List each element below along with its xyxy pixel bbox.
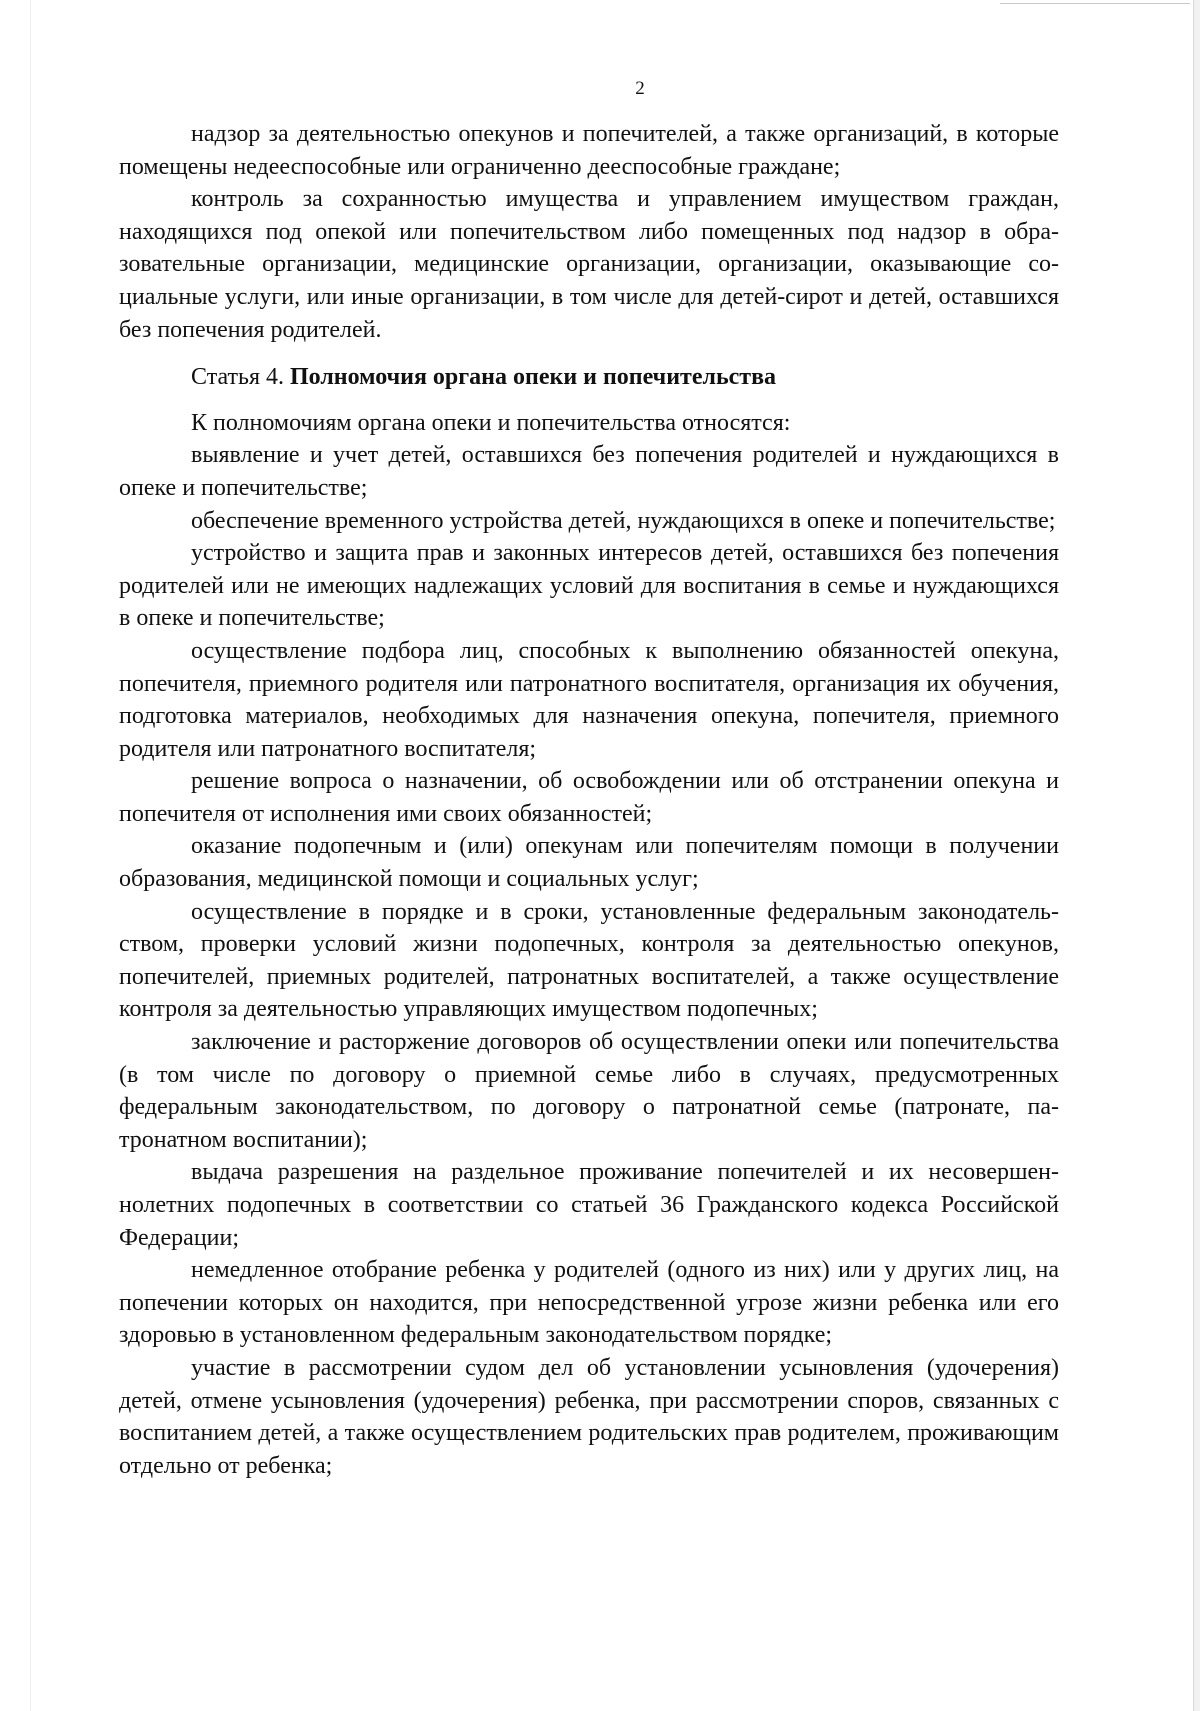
paragraph-guardian-supervision: надзор за деятельностью опекунов и попечителей, а также организаций, в которые помещены недееспособные или ограниченно дееспособные граждане;: [119, 121, 1059, 180]
document-body: [119, 118, 1059, 1482]
article-heading: [119, 361, 1059, 394]
list-item: обеспечение временного устройства детей, нуждающихся в опеке и попечительстве;: [191, 507, 1056, 534]
page-number: 2: [635, 78, 645, 99]
list-item: оказание подопечным и (или) опекунам или попечителям помощи в получении образования, медицинской помощи и социальных услуг;: [119, 833, 1059, 893]
list-item: выдача разрешения на раздельное проживание попечителей и их несовершеннолетних подопечных в соответствии со статьей 36 Гражданского кодекса Российской Федерации;: [119, 1159, 1059, 1251]
list-item: участие в рассмотрении судом дел об установлении усыновления (удочерения) детей, отмене усыновления (удочерения) ребенка, при рассмотрении споров, связанных с воспитанием детей, а также осуществлением родительских прав родителем, проживающим отдельно от ребенка;: [119, 1354, 1059, 1479]
list-item: заключение и расторжение договоров об осуществлении опеки или попечительства (в том числе по договору о приемной семье либо в случаях, предусмотренных федеральным законодательством, по договору о патронатной семье (патронате, патронатном воспитании);: [119, 1029, 1059, 1153]
scan-edge-top: [1000, 3, 1190, 4]
scan-edge-right: [1193, 0, 1200, 1711]
paragraph-property-control: контроль за сохранностью имущества и управлением имуществом граждан, находящихся под опекой или попечительством либо помещенных под надзор в образовательные организации, медицинские организации, организации, оказывающие социальные услуги, или иные организации, в том числе для детей-сирот и детей, оставшихся без попечения родителей.: [119, 186, 1059, 343]
list-item: немедленное отобрание ребенка у родителей (одного из них) или у других лиц, на попечении которых он находится, при непосредственной угрозе жизни ребенка или его здоровью в установленном федеральным законодательством порядке;: [119, 1257, 1059, 1349]
list-item: осуществление в порядке и в сроки, установленные федеральным законодательством, проверки условий жизни подопечных, контроля за деятельностью опекунов, попечителей, приемных родителей, патронатных воспитателей, а также осуществление контроля за деятельностью управляющих имуществом подопечных;: [119, 898, 1059, 1023]
list-item: выявление и учет детей, оставшихся без попечения родителей и нуждающихся в опеке и попечительстве;: [119, 442, 1059, 501]
list-item: устройство и защита прав и законных интересов детей, оставшихся без попечения родителей или не имеющих надлежащих условий для воспитания в семье и нуждающихся в опеке и попечительстве;: [119, 540, 1059, 632]
article-label: Статья 4.: [191, 364, 284, 391]
article-title: Полномочия органа опеки и попечительства: [289, 364, 777, 391]
article-intro: К полномочиям органа опеки и попечительства относятся:: [191, 409, 791, 436]
list-item: решение вопроса о назначении, об освобождении или об отстранении опекуна и попечителя от исполнения ими своих обязанностей;: [119, 768, 1059, 827]
scan-edge-left: [30, 0, 31, 1711]
list-item: осуществление подбора лиц, способных к выполнению обязанностей опекуна, попечителя, приемного родителя или патронатного воспитателя, организация их обучения, подготовка материалов, необходимых для назначения опекуна, попечителя, приемного родителя или патронатного воспитателя;: [119, 637, 1059, 762]
